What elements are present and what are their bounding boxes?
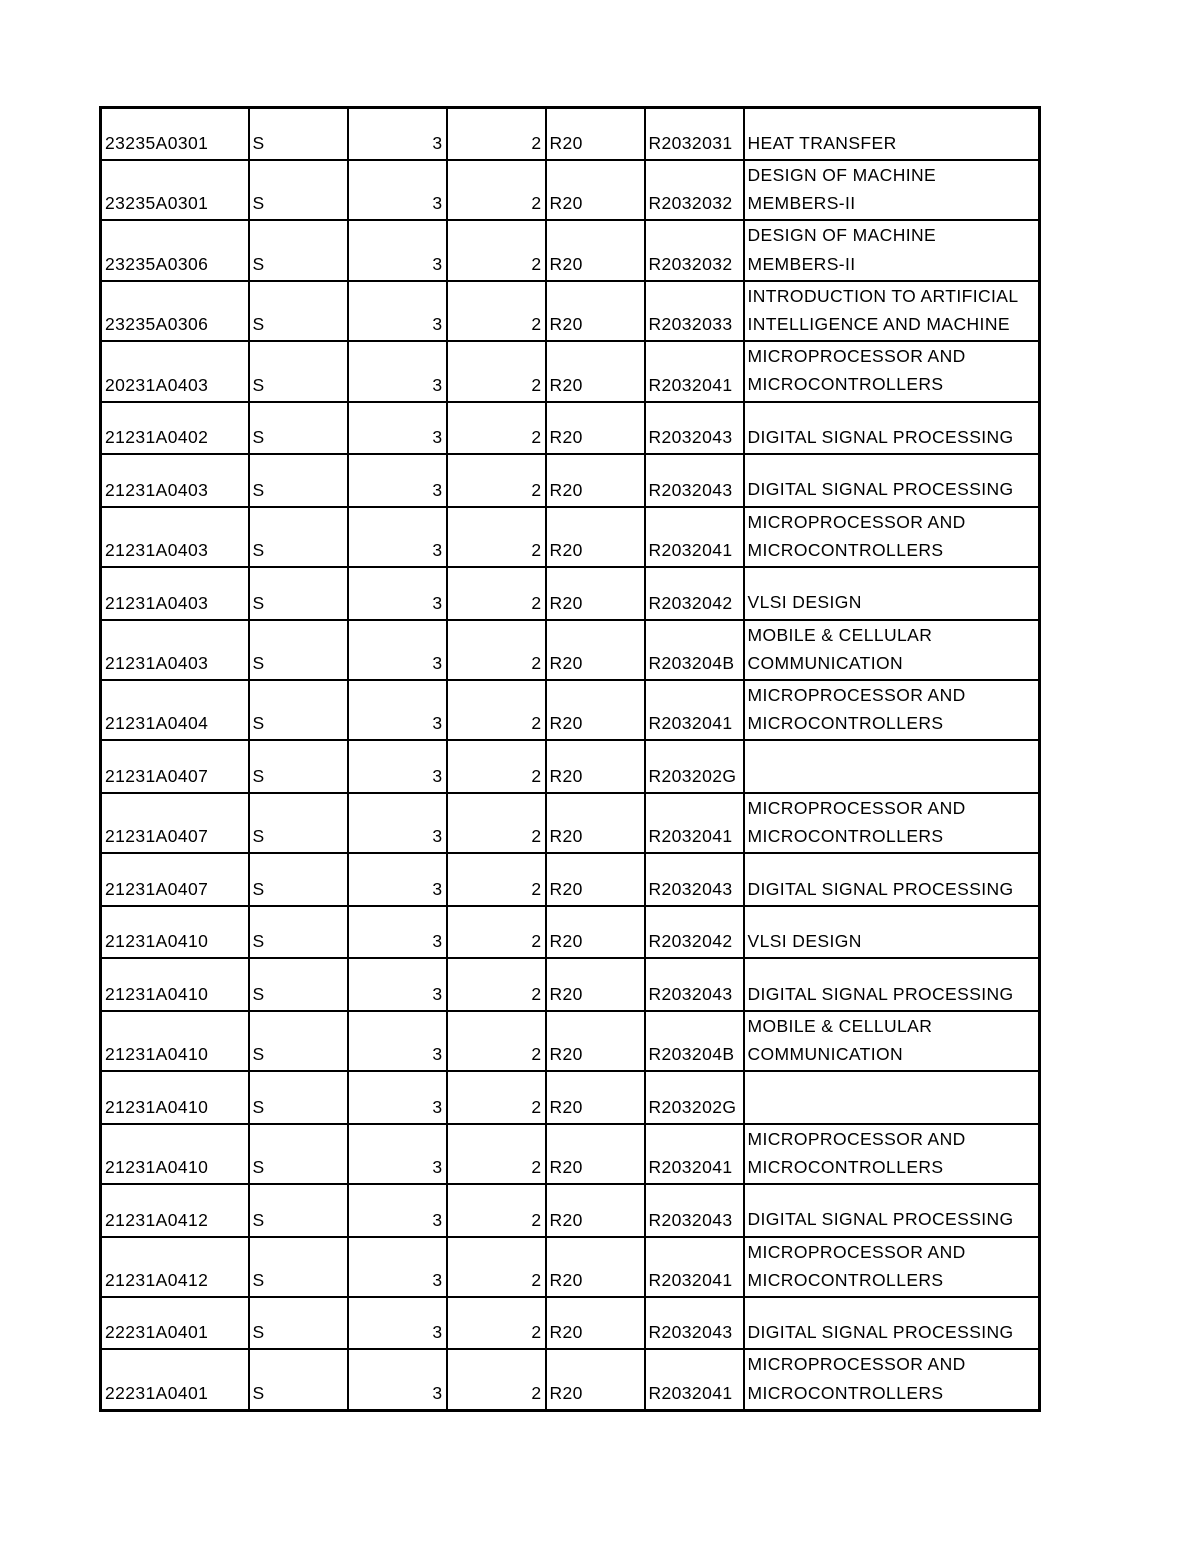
subject-name-cell: MOBILE & CELLULAR COMMUNICATION: [744, 1011, 1040, 1071]
regulation-cell: R20: [546, 454, 645, 507]
student-id-cell: 22231A0401: [101, 1349, 249, 1410]
value-b-cell: 2: [447, 454, 546, 507]
subject-code-cell: R2032041: [645, 1349, 744, 1410]
student-id-cell: 21231A0403: [101, 620, 249, 680]
regulation-cell: R20: [546, 1011, 645, 1071]
value-b-cell: 2: [447, 680, 546, 740]
student-id-cell: 21231A0410: [101, 906, 249, 959]
regulation-cell: R20: [546, 507, 645, 567]
table-row: [101, 567, 1040, 620]
regulation-cell: R20: [546, 567, 645, 620]
regulation-cell: R20: [546, 793, 645, 853]
regulation-cell: R20: [546, 853, 645, 906]
type-cell: S: [249, 1349, 348, 1410]
value-b-cell: 2: [447, 620, 546, 680]
table-row: [101, 1349, 1040, 1410]
student-id-cell: 21231A0407: [101, 853, 249, 906]
subject-code-cell: R2032043: [645, 958, 744, 1011]
type-cell: S: [249, 906, 348, 959]
value-b-cell: 2: [447, 1297, 546, 1350]
student-id-cell: 21231A0410: [101, 1071, 249, 1124]
subject-name-cell: DIGITAL SIGNAL PROCESSING: [744, 958, 1040, 1011]
subject-code-cell: R203202G: [645, 1071, 744, 1124]
regulation-cell: R20: [546, 220, 645, 280]
subject-name-cell: MOBILE & CELLULAR COMMUNICATION: [744, 620, 1040, 680]
value-a-cell: 3: [348, 1124, 447, 1184]
subject-code-cell: R2032042: [645, 567, 744, 620]
value-b-cell: 2: [447, 1349, 546, 1410]
table-row: [101, 402, 1040, 455]
value-a-cell: 3: [348, 1349, 447, 1410]
table-row: [101, 680, 1040, 740]
table-row: [101, 160, 1040, 220]
value-a-cell: 3: [348, 507, 447, 567]
type-cell: S: [249, 402, 348, 455]
type-cell: S: [249, 454, 348, 507]
table-row: [101, 906, 1040, 959]
type-cell: S: [249, 220, 348, 280]
subject-name-cell: VLSI DESIGN: [744, 567, 1040, 620]
type-cell: S: [249, 341, 348, 401]
value-b-cell: 2: [447, 906, 546, 959]
table-row: [101, 958, 1040, 1011]
regulation-cell: R20: [546, 108, 645, 161]
value-b-cell: 2: [447, 341, 546, 401]
regulation-cell: R20: [546, 1349, 645, 1410]
type-cell: S: [249, 567, 348, 620]
student-id-cell: 23235A0306: [101, 281, 249, 341]
regulation-cell: R20: [546, 740, 645, 793]
subject-name-cell: MICROPROCESSOR AND MICROCONTROLLERS: [744, 1124, 1040, 1184]
value-a-cell: 3: [348, 1297, 447, 1350]
table-row: [101, 220, 1040, 280]
table-row: [101, 1237, 1040, 1297]
value-b-cell: 2: [447, 507, 546, 567]
subject-code-cell: R2032032: [645, 220, 744, 280]
subject-name-cell: [744, 1071, 1040, 1124]
value-a-cell: 3: [348, 341, 447, 401]
subject-code-cell: R2032041: [645, 680, 744, 740]
type-cell: S: [249, 1124, 348, 1184]
value-a-cell: 3: [348, 281, 447, 341]
student-id-cell: 21231A0412: [101, 1237, 249, 1297]
value-a-cell: 3: [348, 160, 447, 220]
subject-code-cell: R2032041: [645, 793, 744, 853]
table-row: [101, 853, 1040, 906]
type-cell: S: [249, 281, 348, 341]
subject-name-cell: MICROPROCESSOR AND MICROCONTROLLERS: [744, 507, 1040, 567]
value-b-cell: 2: [447, 793, 546, 853]
student-id-cell: 21231A0410: [101, 1124, 249, 1184]
regulation-cell: R20: [546, 160, 645, 220]
type-cell: S: [249, 853, 348, 906]
regulation-cell: R20: [546, 1184, 645, 1237]
regulation-cell: R20: [546, 620, 645, 680]
regulation-cell: R20: [546, 1237, 645, 1297]
results-table-body: [101, 108, 1040, 1411]
type-cell: S: [249, 740, 348, 793]
value-a-cell: 3: [348, 620, 447, 680]
subject-name-cell: DIGITAL SIGNAL PROCESSING: [744, 1184, 1040, 1237]
subject-code-cell: R2032043: [645, 1297, 744, 1350]
student-id-cell: 21231A0412: [101, 1184, 249, 1237]
student-id-cell: 23235A0301: [101, 160, 249, 220]
value-a-cell: 3: [348, 853, 447, 906]
regulation-cell: R20: [546, 680, 645, 740]
table-row: [101, 1297, 1040, 1350]
value-b-cell: 2: [447, 1011, 546, 1071]
value-a-cell: 3: [348, 567, 447, 620]
subject-name-cell: MICROPROCESSOR AND MICROCONTROLLERS: [744, 793, 1040, 853]
regulation-cell: R20: [546, 341, 645, 401]
subject-code-cell: R2032041: [645, 1237, 744, 1297]
student-id-cell: 23235A0301: [101, 108, 249, 161]
type-cell: S: [249, 160, 348, 220]
subject-code-cell: R2032042: [645, 906, 744, 959]
student-id-cell: 21231A0402: [101, 402, 249, 455]
regulation-cell: R20: [546, 1071, 645, 1124]
type-cell: S: [249, 507, 348, 567]
subject-code-cell: R203202G: [645, 740, 744, 793]
subject-code-cell: R2032041: [645, 341, 744, 401]
subject-name-cell: MICROPROCESSOR AND MICROCONTROLLERS: [744, 1237, 1040, 1297]
student-id-cell: 21231A0407: [101, 793, 249, 853]
type-cell: S: [249, 1297, 348, 1350]
regulation-cell: R20: [546, 281, 645, 341]
student-id-cell: 21231A0403: [101, 567, 249, 620]
regulation-cell: R20: [546, 1124, 645, 1184]
subject-code-cell: R2032043: [645, 1184, 744, 1237]
table-row: [101, 1184, 1040, 1237]
subject-name-cell: DIGITAL SIGNAL PROCESSING: [744, 454, 1040, 507]
table-row: [101, 281, 1040, 341]
value-a-cell: 3: [348, 958, 447, 1011]
table-row: [101, 507, 1040, 567]
subject-name-cell: HEAT TRANSFER: [744, 108, 1040, 161]
type-cell: S: [249, 958, 348, 1011]
type-cell: S: [249, 1237, 348, 1297]
value-b-cell: 2: [447, 160, 546, 220]
value-b-cell: 2: [447, 402, 546, 455]
table-row: [101, 620, 1040, 680]
subject-name-cell: [744, 740, 1040, 793]
value-b-cell: 2: [447, 1237, 546, 1297]
subject-name-cell: DESIGN OF MACHINE MEMBERS-II: [744, 160, 1040, 220]
value-a-cell: 3: [348, 1184, 447, 1237]
type-cell: S: [249, 108, 348, 161]
subject-code-cell: R2032043: [645, 853, 744, 906]
value-a-cell: 3: [348, 454, 447, 507]
student-id-cell: 20231A0403: [101, 341, 249, 401]
student-id-cell: 21231A0410: [101, 1011, 249, 1071]
value-a-cell: 3: [348, 108, 447, 161]
value-a-cell: 3: [348, 906, 447, 959]
value-b-cell: 2: [447, 1124, 546, 1184]
subject-code-cell: R2032041: [645, 507, 744, 567]
value-a-cell: 3: [348, 680, 447, 740]
table-row: [101, 1011, 1040, 1071]
student-id-cell: 21231A0404: [101, 680, 249, 740]
table-row: [101, 108, 1040, 161]
value-b-cell: 2: [447, 958, 546, 1011]
subject-code-cell: R2032031: [645, 108, 744, 161]
regulation-cell: R20: [546, 1297, 645, 1350]
subject-name-cell: MICROPROCESSOR AND MICROCONTROLLERS: [744, 341, 1040, 401]
table-row: [101, 1124, 1040, 1184]
subject-name-cell: VLSI DESIGN: [744, 906, 1040, 959]
value-a-cell: 3: [348, 1237, 447, 1297]
subject-name-cell: MICROPROCESSOR AND MICROCONTROLLERS: [744, 1349, 1040, 1410]
value-a-cell: 3: [348, 740, 447, 793]
student-id-cell: 22231A0401: [101, 1297, 249, 1350]
value-a-cell: 3: [348, 1011, 447, 1071]
table-row: [101, 454, 1040, 507]
regulation-cell: R20: [546, 906, 645, 959]
type-cell: S: [249, 680, 348, 740]
type-cell: S: [249, 1071, 348, 1124]
value-a-cell: 3: [348, 402, 447, 455]
value-b-cell: 2: [447, 1071, 546, 1124]
student-id-cell: 21231A0407: [101, 740, 249, 793]
type-cell: S: [249, 793, 348, 853]
regulation-cell: R20: [546, 958, 645, 1011]
subject-name-cell: INTRODUCTION TO ARTIFICIAL INTELLIGENCE AND MACHINE: [744, 281, 1040, 341]
value-b-cell: 2: [447, 108, 546, 161]
type-cell: S: [249, 1184, 348, 1237]
subject-code-cell: R203204B: [645, 620, 744, 680]
table-row: [101, 740, 1040, 793]
subject-name-cell: DIGITAL SIGNAL PROCESSING: [744, 402, 1040, 455]
table-row: [101, 341, 1040, 401]
type-cell: S: [249, 1011, 348, 1071]
value-b-cell: 2: [447, 1184, 546, 1237]
table-row: [101, 1071, 1040, 1124]
subject-code-cell: R2032043: [645, 402, 744, 455]
subject-code-cell: R2032041: [645, 1124, 744, 1184]
subject-code-cell: R2032043: [645, 454, 744, 507]
results-table: [99, 106, 1041, 1412]
subject-code-cell: R203204B: [645, 1011, 744, 1071]
value-b-cell: 2: [447, 220, 546, 280]
subject-code-cell: R2032032: [645, 160, 744, 220]
type-cell: S: [249, 620, 348, 680]
student-id-cell: 21231A0410: [101, 958, 249, 1011]
regulation-cell: R20: [546, 402, 645, 455]
value-b-cell: 2: [447, 567, 546, 620]
student-id-cell: 21231A0403: [101, 507, 249, 567]
subject-name-cell: DIGITAL SIGNAL PROCESSING: [744, 853, 1040, 906]
value-b-cell: 2: [447, 853, 546, 906]
table-row: [101, 793, 1040, 853]
subject-name-cell: DIGITAL SIGNAL PROCESSING: [744, 1297, 1040, 1350]
value-a-cell: 3: [348, 220, 447, 280]
subject-name-cell: MICROPROCESSOR AND MICROCONTROLLERS: [744, 680, 1040, 740]
student-id-cell: 21231A0403: [101, 454, 249, 507]
student-id-cell: 23235A0306: [101, 220, 249, 280]
value-b-cell: 2: [447, 281, 546, 341]
value-a-cell: 3: [348, 793, 447, 853]
subject-name-cell: DESIGN OF MACHINE MEMBERS-II: [744, 220, 1040, 280]
value-b-cell: 2: [447, 740, 546, 793]
value-a-cell: 3: [348, 1071, 447, 1124]
subject-code-cell: R2032033: [645, 281, 744, 341]
